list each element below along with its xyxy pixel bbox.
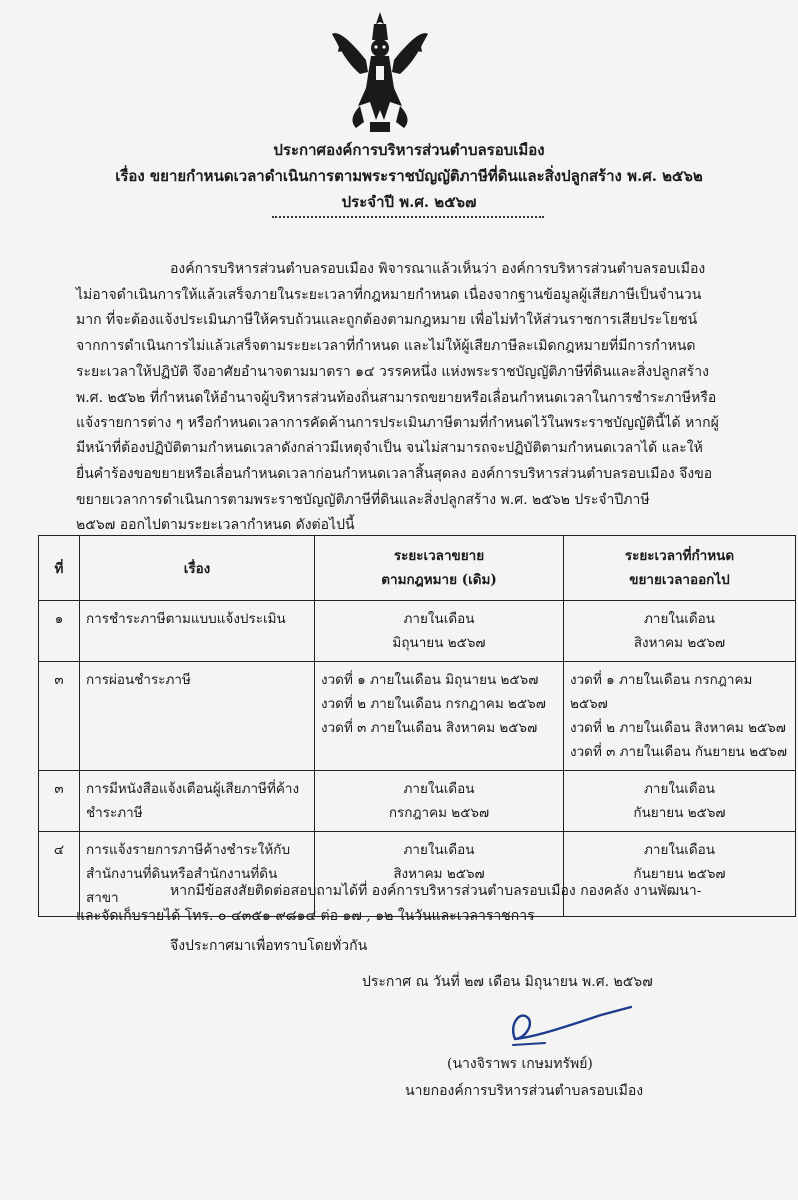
old-period-line: ภายในเดือน — [403, 842, 475, 858]
old-period-line: ภายในเดือน — [403, 611, 475, 627]
old-period-line: มิถุนายน ๒๕๖๗ — [392, 635, 486, 651]
table-row — [39, 601, 796, 662]
new-period-line: งวดที่ ๒ ภายในเดือน สิงหาคม ๒๕๖๗ — [570, 720, 786, 736]
new-period-line: กันยายน ๒๕๖๗ — [633, 866, 726, 882]
title-line-2: เรื่อง ขยายกำหนดเวลาดำเนินการตามพระราชบัญญัติภาษีที่ดินและสิ่งปลูกสร้าง พ.ศ. ๒๕๖๒ — [115, 167, 703, 185]
header-new-line-2: ขยายเวลาออกไป — [629, 572, 730, 588]
old-period-line: งวดที่ ๒ ภายในเดือน กรกฎาคม ๒๕๖๗ — [321, 696, 546, 712]
contact-line-2: และจัดเก็บรายได้ โทร. ๐-๔๓๕๑-๙๘๑๔ ต่อ ๑๗ , ๑๒ ในวันและเวลาราชการ — [76, 908, 535, 924]
body-line: แจ้งรายการต่าง ๆ หรือกำหนดเวลาการคัดค้านการประเมินภาษีตามที่กำหนดไว้ในพระราชบัญญัตินี้ได้ หากผู้ — [76, 415, 719, 431]
subject-line: การมีหนังสือแจ้งเตือนผู้เสียภาษีที่ค้าง — [86, 781, 300, 797]
new-period-line: กันยายน ๒๕๖๗ — [633, 805, 726, 821]
row-new-period — [564, 832, 796, 917]
row-new-period — [564, 601, 796, 662]
body-line: พ.ศ. ๒๕๖๒ ที่กำหนดให้อำนาจผู้บริหารส่วนท้องถิ่นสามารถขยายหรือเลื่อนกำหนดเวลาในการชำระภาษีหรือ — [76, 390, 717, 406]
row-new-period — [564, 662, 796, 771]
header-new-period — [564, 536, 796, 601]
row-new-period — [564, 771, 796, 832]
header-old-line-1: ระยะเวลาขยาย — [393, 548, 485, 564]
subject-line: การชำระภาษีตามแบบแจ้งประเมิน — [86, 611, 286, 627]
body-line: ๒๕๖๗ ออกไปตามระยะเวลากำหนด ดังต่อไปนี้ — [76, 517, 355, 533]
schedule-table — [38, 535, 796, 917]
table-row — [39, 832, 796, 917]
row-subject — [80, 832, 315, 917]
table-row — [39, 662, 796, 771]
body-line: จากการดำเนินการไม่แล้วเสร็จตามระยะเวลาที่กำหนด และไม่ให้ผู้เสียภาษีละเมิดกฎหมายที่มีการกำหนด — [76, 338, 696, 354]
table-header-row — [39, 536, 796, 601]
body-line: ขยายเวลาการดำเนินการตามพระราชบัญญัติภาษีที่ดินและสิ่งปลูกสร้าง พ.ศ. ๒๕๖๒ ประจำปีภาษี — [76, 492, 650, 508]
body-line: ยื่นคำร้องขอขยายหรือเลื่อนกำหนดเวลาก่อนกำหนดเวลาสิ้นสุดลง องค์การบริหารส่วนตำบลรอบเมือง จึงขอ — [76, 466, 713, 482]
header-no: ที่ — [39, 536, 80, 601]
new-period-line: งวดที่ ๓ ภายในเดือน กันยายน ๒๕๖๗ — [570, 744, 788, 760]
old-period-line: งวดที่ ๓ ภายในเดือน สิงหาคม ๒๕๖๗ — [321, 720, 538, 736]
row-old-period — [315, 832, 564, 917]
body-line: มีหน้าที่ต้องปฏิบัติตามกำหนดเวลาดังกล่าวมีเหตุจำเป็น จนไม่สามารถจะปฏิบัติตามกำหนดเวลาได้ และให้ — [76, 440, 703, 456]
new-period-line: สิงหาคม ๒๕๖๗ — [633, 635, 726, 651]
row-subject — [80, 771, 315, 832]
signer-name: (นางจิราพร เกษมทรัพย์) — [447, 1056, 593, 1072]
signer-title: นายกองค์การบริหารส่วนตำบลรอบเมือง — [405, 1083, 644, 1099]
header-new-line-1: ระยะเวลาที่กำหนด — [624, 548, 735, 564]
row-old-period — [315, 662, 564, 771]
new-period-line: ภายในเดือน — [644, 842, 715, 858]
title-line-1: ประกาศองค์การบริหารส่วนตำบลรอบเมือง — [273, 141, 545, 159]
body-line: มาก ที่จะต้องแจ้งประเมินภาษีให้ครบถ้วนและถูกต้องตามกฎหมาย เพื่อไม่ทำให้ส่วนราชการเสียประโยชน์ — [76, 312, 698, 328]
date-line: ประกาศ ณ วันที่ ๒๗ เดือน มิถุนายน พ.ศ. ๒๕๖๗ — [362, 974, 653, 990]
row-number: ๔ — [39, 832, 80, 917]
new-period-line: ภายในเดือน — [644, 611, 715, 627]
row-subject — [80, 662, 315, 771]
row-number: ๑ — [39, 601, 80, 662]
old-period-line: งวดที่ ๑ ภายในเดือน มิถุนายน ๒๕๖๗ — [321, 672, 539, 688]
row-number: ๓ — [39, 771, 80, 832]
title-line-3: ประจำปี พ.ศ. ๒๕๖๗ — [341, 193, 477, 211]
table-row — [39, 771, 796, 832]
subject-line: การแจ้งรายการภาษีค้างชำระให้กับ — [86, 842, 291, 858]
announce-line: จึงประกาศมาเพื่อทราบโดยทั่วกัน — [170, 938, 368, 954]
garuda-emblem-icon — [330, 10, 430, 136]
row-old-period — [315, 771, 564, 832]
body-line: ไม่อาจดำเนินการให้แล้วเสร็จภายในระยะเวลาที่กฎหมายกำหนด เนื่องจากฐานข้อมูลผู้เสียภาษีเป็นจำนวน — [76, 287, 702, 303]
body-line: องค์การบริหารส่วนตำบลรอบเมือง พิจารณาแล้วเห็นว่า องค์การบริหารส่วนตำบลรอบเมือง — [170, 261, 706, 277]
dotted-divider — [272, 216, 544, 218]
row-number: ๓ — [39, 662, 80, 771]
row-old-period — [315, 601, 564, 662]
old-period-line: ภายในเดือน — [403, 781, 475, 797]
handwritten-signature — [505, 1005, 635, 1050]
body-line: ระยะเวลาให้ปฏิบัติ จึงอาศัยอำนาจตามมาตรา ๑๔ วรรคหนึ่ง แห่งพระราชบัญญัติภาษีที่ดินและสิ่งปลูกสร้าง — [76, 364, 709, 380]
header-subject: เรื่อง — [80, 536, 315, 601]
old-period-line: สิงหาคม ๒๕๖๗ — [393, 866, 485, 882]
new-period-line: ภายในเดือน — [644, 781, 715, 797]
new-period-line: งวดที่ ๑ ภายในเดือน กรกฎาคม ๒๕๖๗ — [570, 672, 753, 712]
old-period-line: กรกฎาคม ๒๕๖๗ — [388, 805, 490, 821]
contact-line-1: หากมีข้อสงสัยติดต่อสอบถามได้ที่ องค์การบริหารส่วนตำบลรอบเมือง กองคลัง งานพัฒนา- — [170, 883, 702, 899]
subject-line: สำนักงานที่ดินหรือสำนักงานที่ดินสาขา — [86, 866, 278, 906]
row-subject — [80, 601, 315, 662]
header-old-period — [315, 536, 564, 601]
subject-line: ชำระภาษี — [86, 805, 143, 821]
header-old-line-2: ตามกฎหมาย (เดิม) — [381, 572, 497, 588]
subject-line: การผ่อนชำระภาษี — [86, 672, 191, 688]
